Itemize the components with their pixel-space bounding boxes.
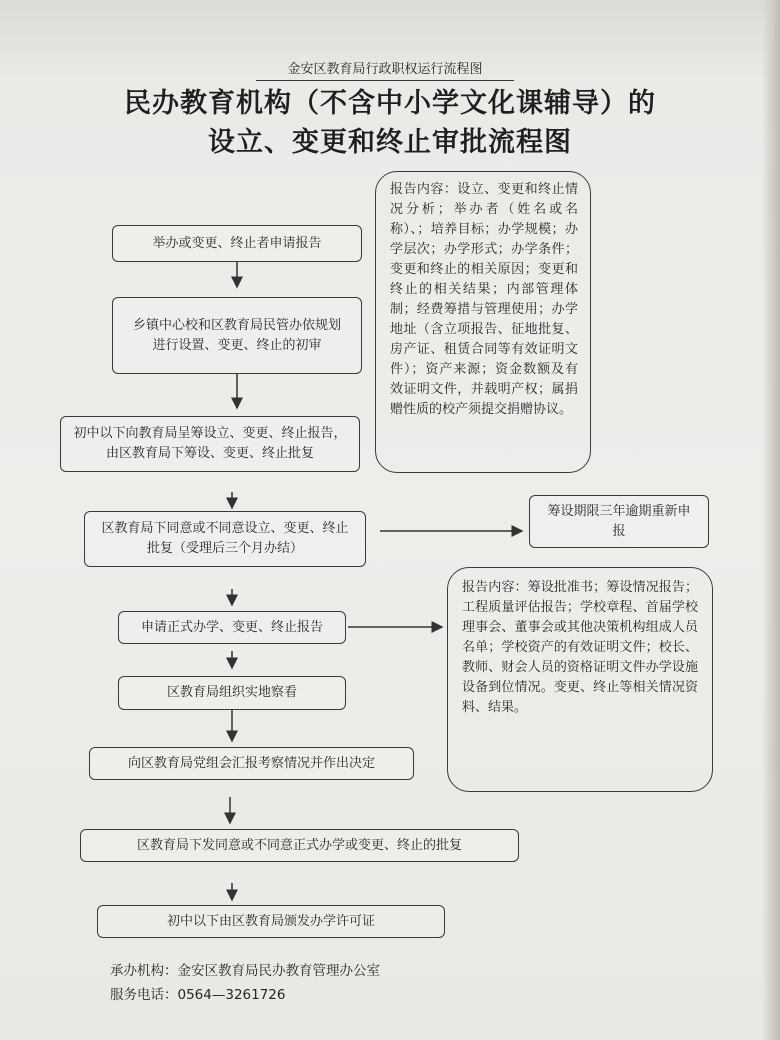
- step-5-formal-application: 申请正式办学、变更、终止报告: [118, 611, 346, 644]
- step-4-preparation-approval: 区教育局下同意或不同意设立、变更、终止批复（受理后三个月办结）: [84, 511, 366, 567]
- step-1-application: 举办或变更、终止者申请报告: [112, 225, 362, 262]
- step-6-site-inspection: 区教育局组织实地察看: [118, 676, 346, 710]
- overdue-reapply-box: 筹设期限三年逾期重新申报: [529, 495, 709, 548]
- footer-agency: [110, 960, 380, 982]
- agency-name: 金安区教育局民办教育管理办公室: [177, 963, 380, 979]
- agency-label: 承办机构：: [110, 963, 178, 979]
- step-3-preparation-report: 初中以下向教育局呈筹设立、变更、终止报告，由区教育局下筹设、变更、终止批复: [60, 416, 360, 472]
- report-content-note-1: 报告内容：设立、变更和终止情况分析；举办者（姓名或名称）、；培养目标；办学规模；办学层次；办学形式；办学条件；变更和终止的相关原因；变更和终止的相关结果；内部管理体制；经费筹措与管理使用；办学地址（含立项报告、征地批复、房产证、租赁合同等有效证明文件）；资产来源；资金数额及有效证明文件，并载明产权；属捐赠性质的校产须提交捐赠协议。: [375, 171, 591, 473]
- step-2-preliminary-review: 乡镇中心校和区教育局民管办依规划进行设置、变更、终止的初审: [112, 297, 362, 374]
- phone-number: 0564—3261726: [177, 987, 286, 1003]
- title-line-1: 民办教育机构（不含中小学文化课辅导）的: [124, 88, 656, 119]
- title-line-2: 设立、变更和终止审批流程图: [208, 127, 572, 158]
- step-8-final-approval: 区教育局下发同意或不同意正式办学或变更、终止的批复: [80, 829, 519, 862]
- phone-label: 服务电话：: [110, 987, 178, 1003]
- report-content-note-2: 报告内容：筹设批准书；筹设情况报告；工程质量评估报告；学校章程、首届学校理事会、董事会或其他决策机构组成人员名单；学校资产的有效证明文件；校长、教师、财会人员的资格证明文件办学设施设备到位情况。变更、终止等相关情况资料、结果。: [447, 567, 713, 792]
- document-subtitle: 金安区教育局行政职权运行流程图: [256, 60, 514, 81]
- step-7-party-decision: 向区教育局党组会汇报考察情况并作出决定: [89, 747, 414, 780]
- step-9-issue-license: 初中以下由区教育局颁发办学许可证: [97, 905, 445, 938]
- footer-phone: [110, 984, 285, 1006]
